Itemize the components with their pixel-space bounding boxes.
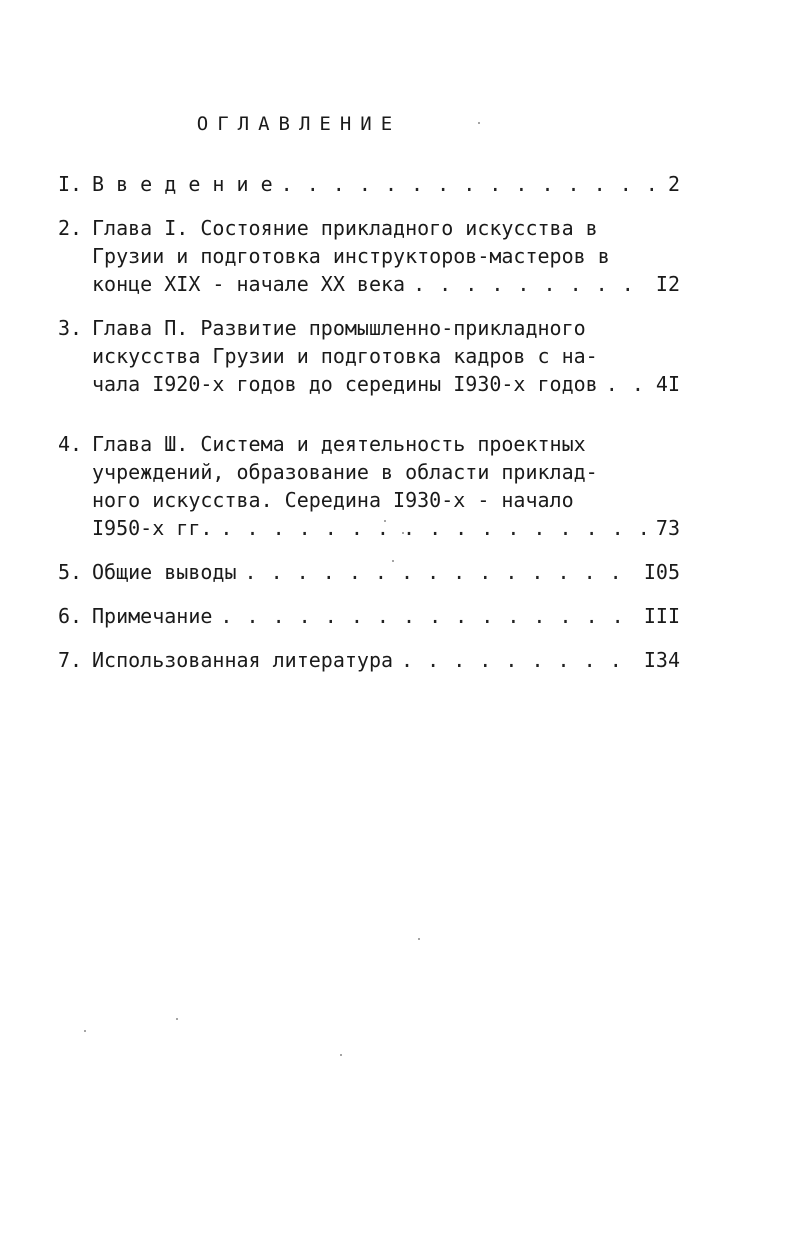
entry-title: Использованная литература xyxy=(92,648,394,672)
entry-line: искусства Грузии и подготовка кадров с на- xyxy=(92,344,598,368)
toc-entry xyxy=(58,214,680,298)
entry-title: I950-х гг. xyxy=(92,516,213,540)
dot-leader xyxy=(281,170,660,198)
toc-list xyxy=(58,170,680,690)
toc-entry xyxy=(58,430,680,542)
entry-number: 3. xyxy=(58,316,83,340)
entry-last-line xyxy=(92,270,680,298)
entry-line: Глава П. Развитие промышленно-прикладного xyxy=(92,316,586,340)
entry-title: Общие выводы xyxy=(92,560,237,584)
toc-heading: ОГЛАВЛЕНИЕ xyxy=(196,113,402,135)
entry-number: 6. xyxy=(58,604,83,628)
scan-speck xyxy=(340,1054,342,1056)
entry-page-number: I05 xyxy=(643,560,680,584)
dot-leader xyxy=(220,514,647,542)
entry-body xyxy=(92,314,680,398)
entry-last-line xyxy=(92,558,680,586)
entry-last-line xyxy=(92,646,680,674)
entry-title: чала I920-х годов до середины I930-х годов xyxy=(92,372,598,396)
entry-number: 4. xyxy=(58,432,83,456)
entry-body xyxy=(92,558,680,586)
dot-leader xyxy=(401,646,636,674)
toc-entry xyxy=(58,646,680,674)
toc-entry xyxy=(58,170,680,198)
toc-entry xyxy=(58,314,680,398)
entry-line: Грузии и подготовка инструкторов-мастеров в xyxy=(92,244,610,268)
entry-body xyxy=(92,602,680,630)
entry-line: учреждений, образование в области приклад- xyxy=(92,460,598,484)
dot-leader xyxy=(606,370,648,398)
dot-leader xyxy=(220,602,635,630)
entry-line: Глава I. Состояние прикладного искусства в xyxy=(92,216,598,240)
entry-body xyxy=(92,430,680,542)
entry-body xyxy=(92,646,680,674)
entry-number: 5. xyxy=(58,560,83,584)
scan-speck xyxy=(478,122,480,124)
entry-body xyxy=(92,170,680,198)
entry-line: Глава Ш. Система и деятельность проектных xyxy=(92,432,586,456)
entry-body xyxy=(92,214,680,298)
entry-number: 7. xyxy=(58,648,83,672)
entry-last-line xyxy=(92,514,680,542)
scan-speck xyxy=(384,520,386,522)
dot-leader xyxy=(245,558,636,586)
dot-leader xyxy=(413,270,648,298)
entry-number: 2. xyxy=(58,216,83,240)
entry-page-number: 4I xyxy=(655,372,680,396)
scan-speck xyxy=(84,1030,86,1032)
entry-number: I. xyxy=(58,172,83,196)
scan-speck xyxy=(402,532,404,534)
entry-last-line xyxy=(92,370,680,398)
toc-entry xyxy=(58,558,680,586)
toc-entry xyxy=(58,602,680,630)
entry-page-number: III xyxy=(643,604,680,628)
entry-page-number: I2 xyxy=(655,272,680,296)
entry-page-number: 2 xyxy=(667,172,680,196)
entry-line: ного искусства. Середина I930-х - начало xyxy=(92,488,574,512)
entry-title: В в е д е н и е xyxy=(92,172,273,196)
entry-title: конце XIX - начале XX века xyxy=(92,272,406,296)
entry-title: Примечание xyxy=(92,604,213,628)
scan-speck xyxy=(176,1018,178,1020)
entry-page-number: I34 xyxy=(643,648,680,672)
entry-page-number: 73 xyxy=(655,516,680,540)
scan-speck xyxy=(392,560,394,562)
entry-last-line xyxy=(92,602,680,630)
scan-speck xyxy=(418,938,420,940)
entry-last-line xyxy=(92,170,680,198)
